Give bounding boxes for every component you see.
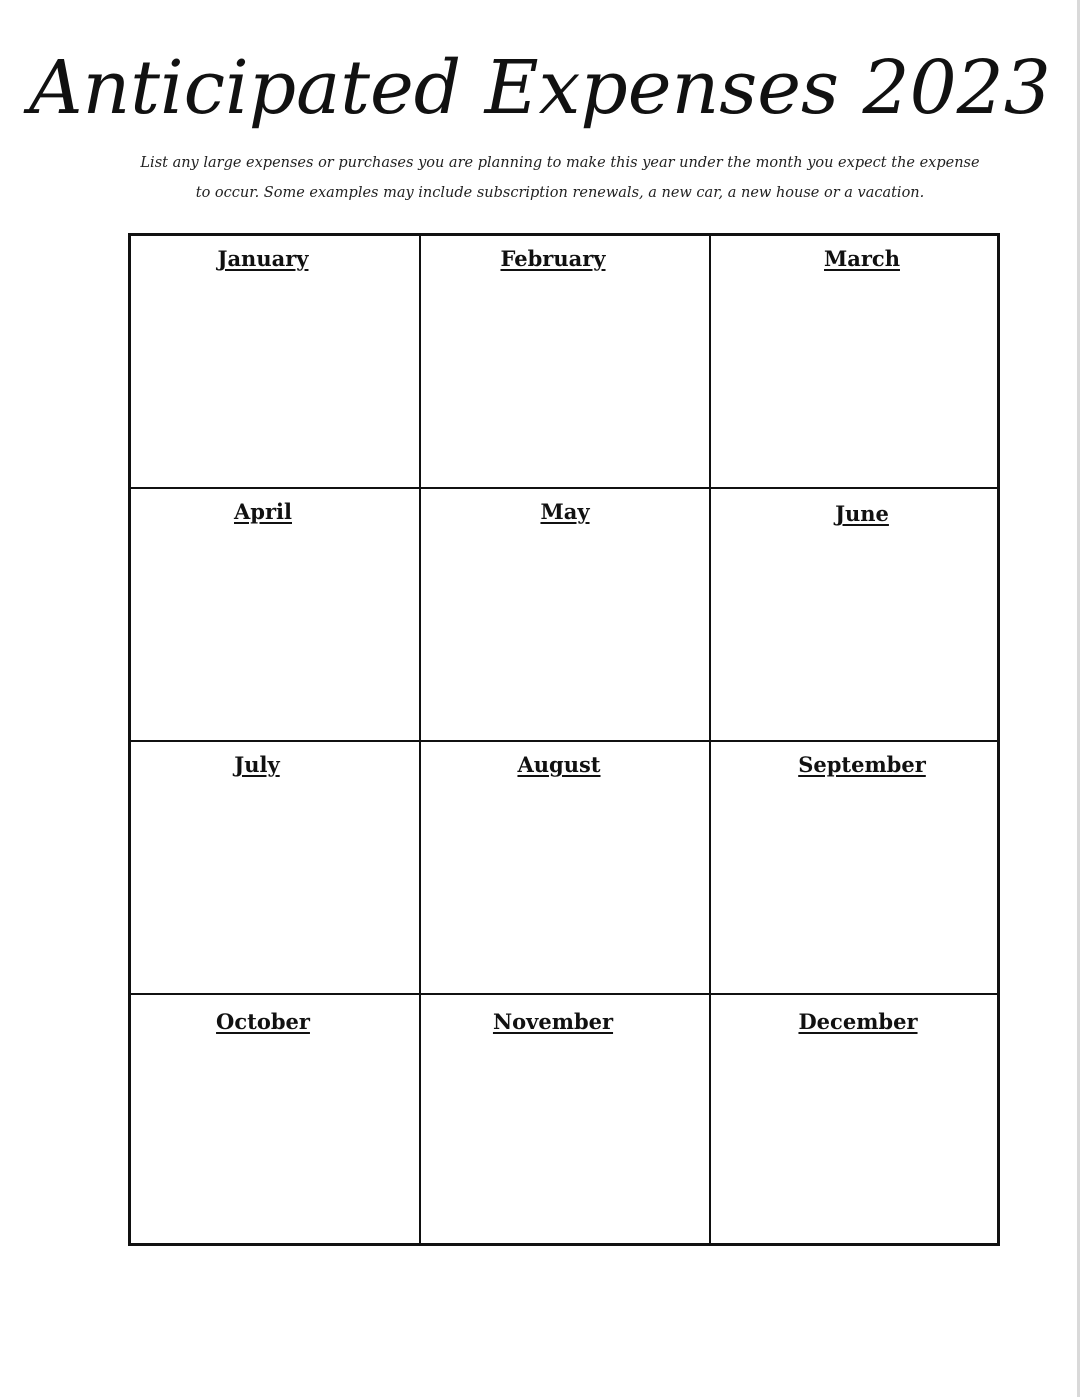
month-cell-november[interactable] bbox=[421, 995, 711, 1243]
month-grid bbox=[128, 233, 1000, 1246]
month-cell-january[interactable] bbox=[131, 236, 421, 489]
month-label: February bbox=[500, 246, 606, 271]
month-cell-may[interactable] bbox=[421, 489, 711, 742]
month-cell-december[interactable] bbox=[711, 995, 997, 1243]
month-cell-april[interactable] bbox=[131, 489, 421, 742]
month-label: July bbox=[234, 752, 280, 777]
month-cell-october[interactable] bbox=[131, 995, 421, 1243]
month-cell-february[interactable] bbox=[421, 236, 711, 489]
month-cell-june[interactable] bbox=[711, 489, 997, 742]
month-label: August bbox=[517, 752, 601, 777]
month-label: June bbox=[835, 501, 889, 526]
month-cell-september[interactable] bbox=[711, 742, 997, 995]
month-label: May bbox=[540, 499, 590, 524]
instructions-text: List any large expenses or purchases you are planning to make this year under the month you expect the expense to occur. Some examples may include subscription renewals, a new car, a new house or a vacation. bbox=[140, 155, 980, 201]
month-label: January bbox=[217, 246, 309, 271]
page-title: Anticipated Expenses 2023 bbox=[29, 45, 1051, 131]
month-label: September bbox=[798, 752, 926, 777]
month-label: April bbox=[234, 499, 292, 524]
month-label: December bbox=[798, 1009, 918, 1034]
month-cell-august[interactable] bbox=[421, 742, 711, 995]
month-label: November bbox=[492, 1009, 614, 1034]
month-label: March bbox=[824, 246, 900, 271]
month-cell-march[interactable] bbox=[711, 236, 997, 489]
month-cell-july[interactable] bbox=[131, 742, 421, 995]
month-label: October bbox=[216, 1009, 310, 1034]
